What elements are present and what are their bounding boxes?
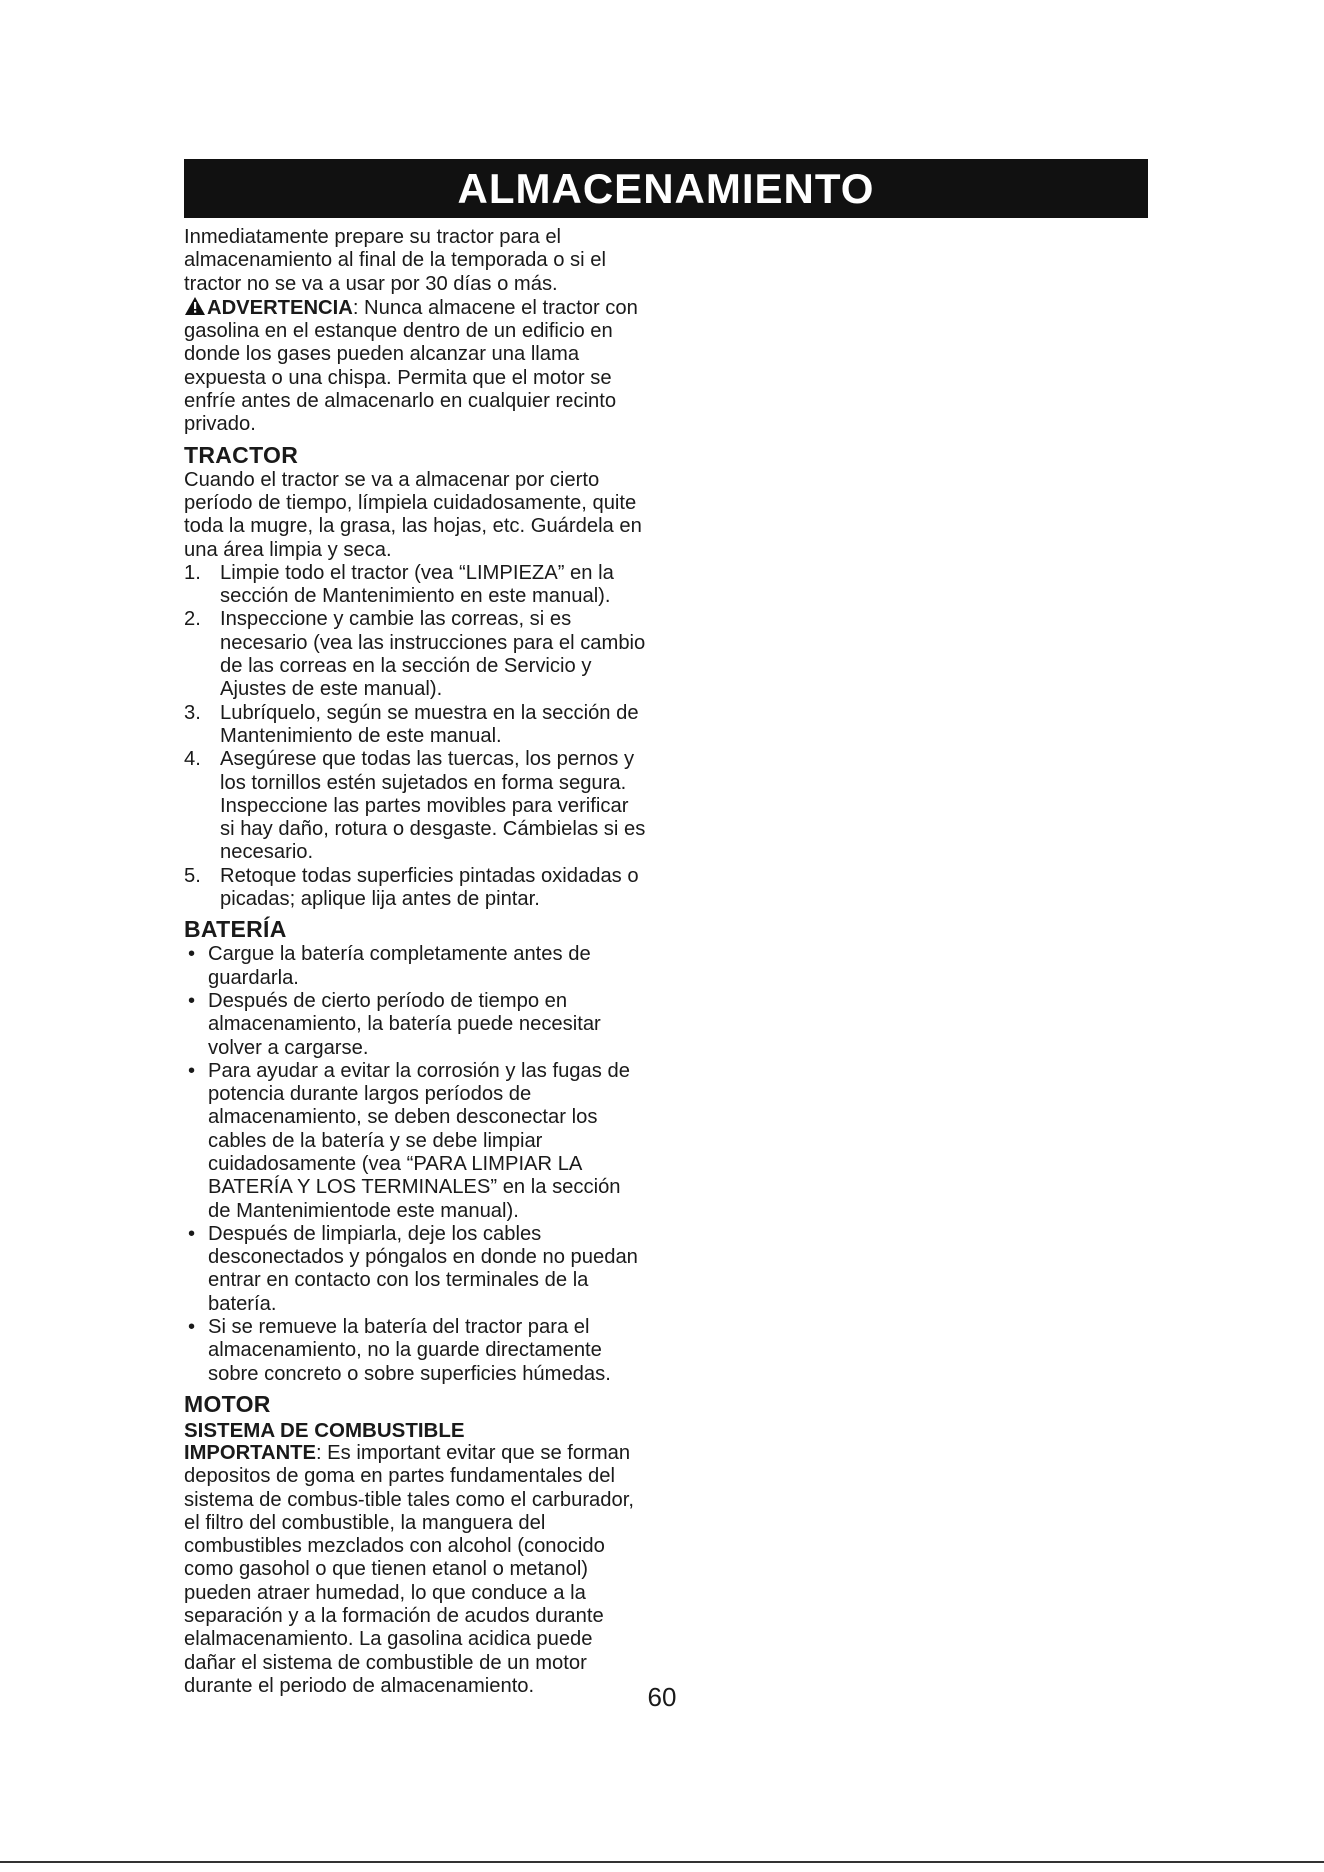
motor-heading: MOTOR [184,1390,271,1417]
list-item: 5. Retoque todas superficies pintadas oxidadas o picadas; aplique lija antes de pintar. [184,864,639,911]
warning-text: : Nunca almacene el tractor con gasolina en el estanque dentro de un edificio en donde los gases pueden alcanzar una llama expuesta o una chispa. Permita que el motor se enfríe antes de almacenarlo en cualquier recinto privado. [184,296,638,436]
importante-label: IMPORTANTE [184,1441,316,1464]
section-title-banner: ALMACENAMIENTO [184,159,1148,218]
list-item: • Después de cierto período de tiempo en almacenamiento, la batería puede necesitar volver a cargarse. [184,990,646,1060]
intro-paragraph: Inmediatamente prepare su tractor para el almacenamiento al final de la temporada o si el tractor no se va a usar por 30 días o más. [184,226,606,295]
left-column [184,226,646,1698]
fuel-system-heading: SISTEMA DE COMBUSTIBLE [184,1418,465,1442]
list-item: 3. Lubríquelo, según se muestra en la sección de Mantenimiento de este manual. [184,701,639,747]
bateria-heading: BATERÍA [184,916,287,943]
list-item: • Después de limpiarla, deje los cables desconectados y póngalos en donde no puedan entrar en contacto con los terminales de la batería. [184,1223,646,1316]
list-item: • Cargue la batería completamente antes de guardarla. [184,943,646,990]
list-item: 2. Inspeccione y cambie las correas, si es necesario (vea las instrucciones para el cambio de las correas en la sección de Servicio y Ajustes de este manual). [184,608,646,701]
warning-triangle-icon [184,296,206,316]
list-item: 1. Limpie todo el tractor (vea “LIMPIEZA” en la sección de Mantenimiento en este manual). [184,561,614,608]
page-number: 60 [647,1682,677,1712]
warning-label: ADVERTENCIA [207,296,353,319]
tractor-paragraph: Cuando el tractor se va a almacenar por cierto período de tiempo, límpiela cuidadosamente, quite toda la mugre, la grasa, las hojas, etc. Guárdela en una área limpia y seca. [184,468,642,561]
tractor-heading: TRACTOR [184,441,299,468]
list-item: • Para ayudar a evitar la corrosión y las fugas de potencia durante largos períodos de almacenamiento, se deben desconectar los cables de la batería y se debe limpiar cuidadosamente (vea “PARA LIMPIAR LA BATERÍA Y LOS TERMINALES” en la sección de Mantenimientode este manual). [184,1060,646,1223]
list-item: 4. Asegúrese que todas las tuercas, los pernos y los tornillos estén sujetados en forma segura. Inspeccione las partes movibles para verificar si hay daño, rotura o desgaste. Cámbielas si es necesario. [184,748,646,864]
bottom-divider [0,1861,1324,1863]
warning-paragraph [184,296,646,437]
list-item: • Si se remueve la batería del tractor para el almacenamiento, no la guarde directamente sobre concreto o sobre superficies húmedas. [184,1316,646,1386]
bateria-list [184,943,646,1386]
tractor-steps-list [184,562,646,911]
fuel-system-paragraph: IMPORTANTE: Es important evitar que se forman depositos de goma en partes fundamentales del sistema de combus-tible tales como el carburador, el filtro del combustible, la manguera del combustibles mezclados con alcohol (conocido como gasohol o que tienen etanol o metanol) pueden atraer humedad, lo que conduce a la separación y a la formación de acudos durante elalmacenamiento. La gasolina acidica puede dañar el sistema de combustible de un motor durante el periodo de almacenamiento. [184,1441,634,1697]
